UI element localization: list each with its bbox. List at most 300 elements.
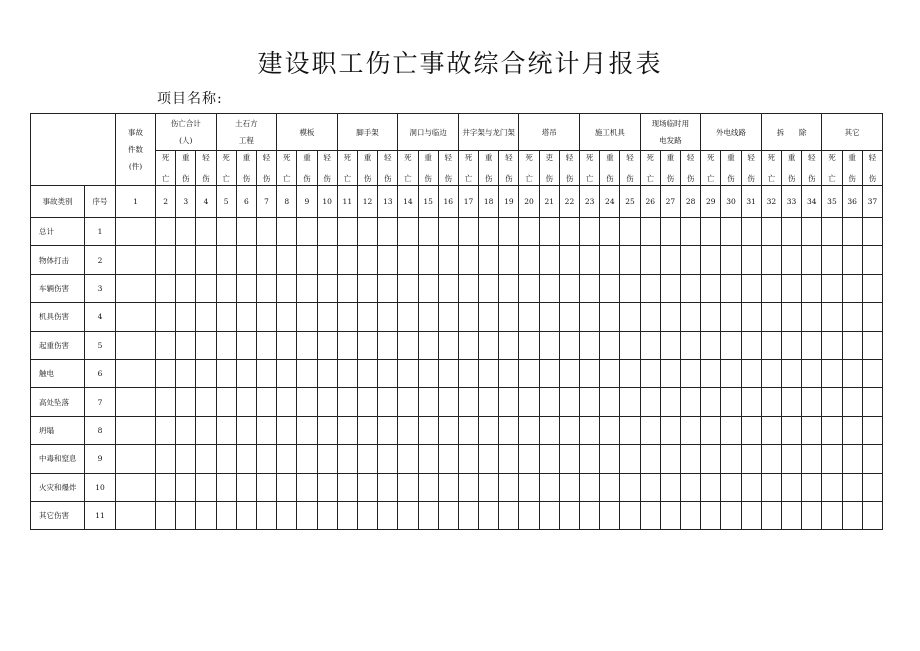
- data-cell: [600, 416, 620, 444]
- data-cell: [539, 416, 559, 444]
- data-cell: [842, 303, 862, 331]
- column-number: 36: [842, 186, 862, 218]
- data-cell: [781, 501, 801, 529]
- header-text-line: 伤: [202, 174, 210, 183]
- row-seq: 3: [85, 274, 116, 302]
- data-cell: [337, 274, 357, 302]
- data-cell: [580, 473, 600, 501]
- data-cell: [236, 473, 256, 501]
- report-title: 建设职工伤亡事故综合统计月报表: [257, 49, 663, 78]
- data-cell: [216, 388, 236, 416]
- data-cell: [458, 218, 478, 246]
- data-cell: [216, 359, 236, 387]
- data-cell: [378, 274, 398, 302]
- data-cell: [761, 445, 781, 473]
- data-cell: [499, 303, 519, 331]
- column-number: 24: [600, 186, 620, 218]
- data-cell: [640, 331, 660, 359]
- header-text-line: 重: [848, 153, 856, 162]
- data-cell: [317, 246, 337, 274]
- data-cell: [842, 331, 862, 359]
- data-cell: [216, 274, 236, 302]
- row-seq: 7: [85, 388, 116, 416]
- data-cell: [701, 473, 721, 501]
- data-cell: [802, 331, 822, 359]
- data-cell: [681, 388, 701, 416]
- header-group-10: [701, 114, 762, 151]
- header-text-line: 轻: [383, 153, 392, 162]
- header-text-line: 轻: [565, 153, 574, 162]
- header-subhead-24: [620, 151, 640, 186]
- data-cell: [862, 473, 882, 501]
- row-seq: 4: [85, 303, 116, 331]
- data-cell: [317, 416, 337, 444]
- table-row: [31, 473, 883, 501]
- data-cell: [559, 445, 579, 473]
- data-cell: [499, 218, 519, 246]
- header-group-9: [640, 114, 701, 151]
- data-cell: [701, 359, 721, 387]
- data-cell: [116, 416, 156, 444]
- data-cell: [176, 416, 196, 444]
- table-row: [31, 388, 883, 416]
- data-cell: [398, 416, 418, 444]
- column-number: 35: [822, 186, 842, 218]
- data-cell: [418, 303, 438, 331]
- data-cell: [802, 274, 822, 302]
- data-cell: [701, 388, 721, 416]
- data-cell: [196, 501, 216, 529]
- data-cell: [337, 331, 357, 359]
- data-cell: [216, 218, 236, 246]
- data-cell: [539, 218, 559, 246]
- header-text-line: 轻: [747, 153, 755, 162]
- data-cell: [196, 388, 216, 416]
- data-cell: [378, 246, 398, 274]
- data-cell: [741, 303, 761, 331]
- data-cell: [519, 501, 539, 529]
- data-cell: [781, 416, 801, 444]
- data-cell: [479, 331, 499, 359]
- data-cell: [539, 359, 559, 387]
- data-cell: [761, 473, 781, 501]
- data-cell: [761, 274, 781, 302]
- data-cell: [499, 416, 519, 444]
- data-cell: [681, 416, 701, 444]
- data-cell: [822, 473, 842, 501]
- data-cell: [116, 274, 156, 302]
- header-text-line: 模板: [299, 127, 315, 137]
- data-cell: [236, 388, 256, 416]
- header-text-line: 伤: [484, 174, 493, 183]
- data-cell: [620, 218, 640, 246]
- data-cell: [378, 501, 398, 529]
- data-cell: [499, 445, 519, 473]
- data-cell: [418, 388, 438, 416]
- data-cell: [539, 501, 559, 529]
- row-category: 总计: [31, 218, 85, 246]
- header-text-line: 外电线路: [715, 127, 746, 137]
- data-cell: [317, 359, 337, 387]
- data-cell: [862, 445, 882, 473]
- data-cell: [580, 416, 600, 444]
- column-number: 2: [156, 186, 176, 218]
- data-cell: [418, 416, 438, 444]
- data-cell: [277, 473, 297, 501]
- data-cell: [418, 331, 438, 359]
- header-text-line: 死: [283, 153, 291, 162]
- data-cell: [378, 388, 398, 416]
- data-cell: [196, 359, 216, 387]
- data-cell: [862, 274, 882, 302]
- header-text-line: 伤: [323, 174, 331, 183]
- header-text-line: 亡: [646, 174, 654, 183]
- row-seq: 10: [85, 473, 116, 501]
- data-cell: [156, 246, 176, 274]
- header-text-line: 重: [182, 153, 190, 162]
- statistics-table: [30, 113, 883, 530]
- data-cell: [681, 445, 701, 473]
- header-text-line: 工程: [238, 136, 254, 145]
- data-cell: [479, 218, 499, 246]
- column-number: 29: [701, 186, 721, 218]
- header-text-line: 重: [484, 153, 493, 162]
- header-accident-count: [116, 114, 156, 186]
- data-cell: [862, 218, 882, 246]
- data-cell: [357, 274, 377, 302]
- header-group-8: [580, 114, 641, 151]
- data-cell: [519, 218, 539, 246]
- data-cell: [842, 473, 862, 501]
- header-text-line: 死: [585, 153, 594, 162]
- header-text-line: 轻: [686, 153, 695, 162]
- data-cell: [418, 445, 438, 473]
- data-cell: [761, 388, 781, 416]
- header-text-line: 事故: [128, 128, 143, 137]
- data-cell: [681, 473, 701, 501]
- data-cell: [580, 501, 600, 529]
- data-cell: [337, 303, 357, 331]
- data-cell: [822, 388, 842, 416]
- data-cell: [761, 246, 781, 274]
- data-cell: [681, 331, 701, 359]
- data-cell: [802, 218, 822, 246]
- data-cell: [398, 218, 418, 246]
- data-cell: [620, 246, 640, 274]
- data-cell: [640, 473, 660, 501]
- data-cell: [378, 218, 398, 246]
- data-cell: [701, 274, 721, 302]
- data-cell: [438, 331, 458, 359]
- data-cell: [640, 416, 660, 444]
- data-cell: [479, 359, 499, 387]
- data-cell: [660, 331, 680, 359]
- data-cell: [519, 388, 539, 416]
- data-cell: [802, 359, 822, 387]
- data-cell: [660, 303, 680, 331]
- header-subhead-31: [761, 151, 781, 186]
- data-cell: [741, 501, 761, 529]
- header-group-5: [398, 114, 459, 151]
- data-cell: [297, 331, 317, 359]
- data-cell: [781, 246, 801, 274]
- data-cell: [418, 473, 438, 501]
- data-cell: [660, 416, 680, 444]
- data-cell: [620, 388, 640, 416]
- column-number: 7: [256, 186, 276, 218]
- data-cell: [761, 359, 781, 387]
- header-subhead-36: [862, 151, 882, 186]
- column-number: 6: [236, 186, 256, 218]
- header-subhead-35: [842, 151, 862, 186]
- header-subhead-2: [176, 151, 196, 186]
- data-cell: [499, 501, 519, 529]
- data-cell: [781, 303, 801, 331]
- data-cell: [519, 445, 539, 473]
- header-text-line: 轻: [505, 153, 513, 162]
- header-text-line: 伤: [545, 174, 553, 183]
- header-group-7: [519, 114, 580, 151]
- data-cell: [499, 388, 519, 416]
- header-text-line: 伤: [787, 174, 796, 183]
- row-seq: 8: [85, 416, 116, 444]
- data-cell: [116, 388, 156, 416]
- data-cell: [196, 218, 216, 246]
- header-subhead-34: [822, 151, 842, 186]
- header-text-line: 伤: [848, 174, 856, 183]
- data-cell: [357, 501, 377, 529]
- data-cell: [317, 274, 337, 302]
- header-subhead-26: [660, 151, 680, 186]
- data-cell: [357, 388, 377, 416]
- header-text-line: 伤: [242, 174, 251, 183]
- header-text-line: 亡: [585, 174, 594, 183]
- data-cell: [156, 331, 176, 359]
- data-cell: [277, 303, 297, 331]
- column-number: 15: [418, 186, 438, 218]
- data-cell: [781, 218, 801, 246]
- data-cell: [438, 218, 458, 246]
- data-cell: [156, 388, 176, 416]
- data-cell: [721, 416, 741, 444]
- data-cell: [378, 303, 398, 331]
- data-cell: [600, 388, 620, 416]
- data-cell: [539, 445, 559, 473]
- data-cell: [176, 331, 196, 359]
- header-group-3: [277, 114, 338, 151]
- header-text-line: 轻: [262, 153, 271, 162]
- data-cell: [458, 303, 478, 331]
- data-cell: [741, 388, 761, 416]
- data-cell: [600, 274, 620, 302]
- data-cell: [822, 445, 842, 473]
- data-cell: [741, 246, 761, 274]
- header-text-line: 轻: [202, 153, 210, 162]
- data-cell: [479, 501, 499, 529]
- data-cell: [479, 303, 499, 331]
- data-cell: [418, 246, 438, 274]
- data-cell: [256, 501, 276, 529]
- data-cell: [458, 388, 478, 416]
- data-cell: [277, 416, 297, 444]
- data-cell: [580, 218, 600, 246]
- data-cell: [802, 416, 822, 444]
- data-cell: [862, 303, 882, 331]
- data-cell: [600, 359, 620, 387]
- row-category: 中毒和窒息: [31, 445, 85, 473]
- header-text-line: 亡: [464, 174, 473, 183]
- data-cell: [438, 246, 458, 274]
- header-subhead-5: [236, 151, 256, 186]
- data-cell: [620, 303, 640, 331]
- data-cell: [640, 274, 660, 302]
- data-cell: [277, 445, 297, 473]
- data-cell: [781, 274, 801, 302]
- data-cell: [156, 501, 176, 529]
- data-cell: [337, 359, 357, 387]
- data-cell: [741, 331, 761, 359]
- row-seq: 2: [85, 246, 116, 274]
- column-number: 31: [741, 186, 761, 218]
- header-text-line: 死: [828, 153, 836, 162]
- data-cell: [317, 388, 337, 416]
- data-cell: [398, 445, 418, 473]
- row-category: 触电: [31, 359, 85, 387]
- data-cell: [156, 218, 176, 246]
- data-cell: [216, 501, 236, 529]
- header-text-line: 伤: [666, 174, 675, 183]
- header-text-line: 重: [303, 153, 311, 162]
- header-subhead-4: [216, 151, 236, 186]
- data-cell: [660, 218, 680, 246]
- header-text-line: 土石方: [235, 119, 258, 128]
- data-cell: [620, 501, 640, 529]
- data-cell: [398, 473, 418, 501]
- header-text-line: 拆 除: [776, 127, 807, 137]
- column-number: 30: [721, 186, 741, 218]
- data-cell: [479, 246, 499, 274]
- header-text-line: (人): [179, 136, 193, 145]
- data-cell: [156, 303, 176, 331]
- data-cell: [156, 445, 176, 473]
- header-seq-label: 序号: [85, 186, 116, 218]
- data-cell: [378, 473, 398, 501]
- data-cell: [539, 303, 559, 331]
- data-cell: [600, 501, 620, 529]
- data-cell: [600, 303, 620, 331]
- column-number: 17: [458, 186, 478, 218]
- header-subhead-20: [539, 151, 559, 186]
- data-cell: [681, 274, 701, 302]
- data-cell: [398, 274, 418, 302]
- data-cell: [317, 331, 337, 359]
- header-text-line: 死: [707, 153, 715, 162]
- column-number: 28: [681, 186, 701, 218]
- data-cell: [761, 218, 781, 246]
- data-cell: [600, 445, 620, 473]
- data-cell: [721, 388, 741, 416]
- data-cell: [116, 445, 156, 473]
- data-cell: [862, 501, 882, 529]
- data-cell: [297, 501, 317, 529]
- header-text-line: 洞口与临边: [409, 127, 447, 137]
- data-cell: [721, 218, 741, 246]
- data-cell: [216, 473, 236, 501]
- data-cell: [297, 246, 317, 274]
- data-cell: [559, 416, 579, 444]
- header-text-line: 伤: [363, 174, 372, 183]
- header-subhead-19: [519, 151, 539, 186]
- data-cell: [499, 359, 519, 387]
- data-cell: [681, 218, 701, 246]
- data-cell: [721, 274, 741, 302]
- header-text-line: 亡: [707, 174, 715, 183]
- column-number: 14: [398, 186, 418, 218]
- data-cell: [781, 331, 801, 359]
- data-cell: [640, 359, 660, 387]
- data-cell: [176, 388, 196, 416]
- data-cell: [156, 359, 176, 387]
- data-cell: [297, 303, 317, 331]
- data-cell: [116, 473, 156, 501]
- row-category: 其它伤害: [31, 501, 85, 529]
- data-cell: [620, 445, 640, 473]
- data-cell: [176, 274, 196, 302]
- header-subhead-10: [337, 151, 357, 186]
- data-cell: [721, 473, 741, 501]
- data-cell: [357, 473, 377, 501]
- header-text-line: 亡: [222, 174, 230, 183]
- data-cell: [176, 473, 196, 501]
- header-text-line: 施工机具: [594, 127, 625, 137]
- data-cell: [438, 303, 458, 331]
- data-cell: [519, 416, 539, 444]
- data-cell: [256, 416, 276, 444]
- data-cell: [317, 445, 337, 473]
- data-cell: [256, 388, 276, 416]
- column-number: 20: [519, 186, 539, 218]
- data-cell: [559, 274, 579, 302]
- data-cell: [600, 218, 620, 246]
- data-cell: [196, 303, 216, 331]
- column-number: 25: [620, 186, 640, 218]
- data-cell: [236, 445, 256, 473]
- data-cell: [842, 246, 862, 274]
- data-cell: [277, 274, 297, 302]
- column-number: 3: [176, 186, 196, 218]
- data-cell: [116, 331, 156, 359]
- data-cell: [337, 416, 357, 444]
- data-cell: [398, 359, 418, 387]
- table-row: [31, 274, 883, 302]
- header-text-line: 重: [666, 153, 675, 162]
- header-text-line: 亡: [404, 174, 412, 183]
- header-group-4: [337, 114, 398, 151]
- data-cell: [297, 274, 317, 302]
- data-cell: [277, 218, 297, 246]
- header-text-line: 死: [464, 153, 473, 162]
- header-subhead-16: [458, 151, 478, 186]
- data-cell: [559, 388, 579, 416]
- header-text-line: (件): [128, 162, 143, 171]
- data-cell: [116, 218, 156, 246]
- data-cell: [438, 473, 458, 501]
- header-text-line: 伤: [727, 174, 735, 183]
- data-cell: [398, 388, 418, 416]
- project-name-label: 项目名称:: [157, 91, 223, 107]
- data-cell: [681, 359, 701, 387]
- header-text-line: 死: [525, 153, 533, 162]
